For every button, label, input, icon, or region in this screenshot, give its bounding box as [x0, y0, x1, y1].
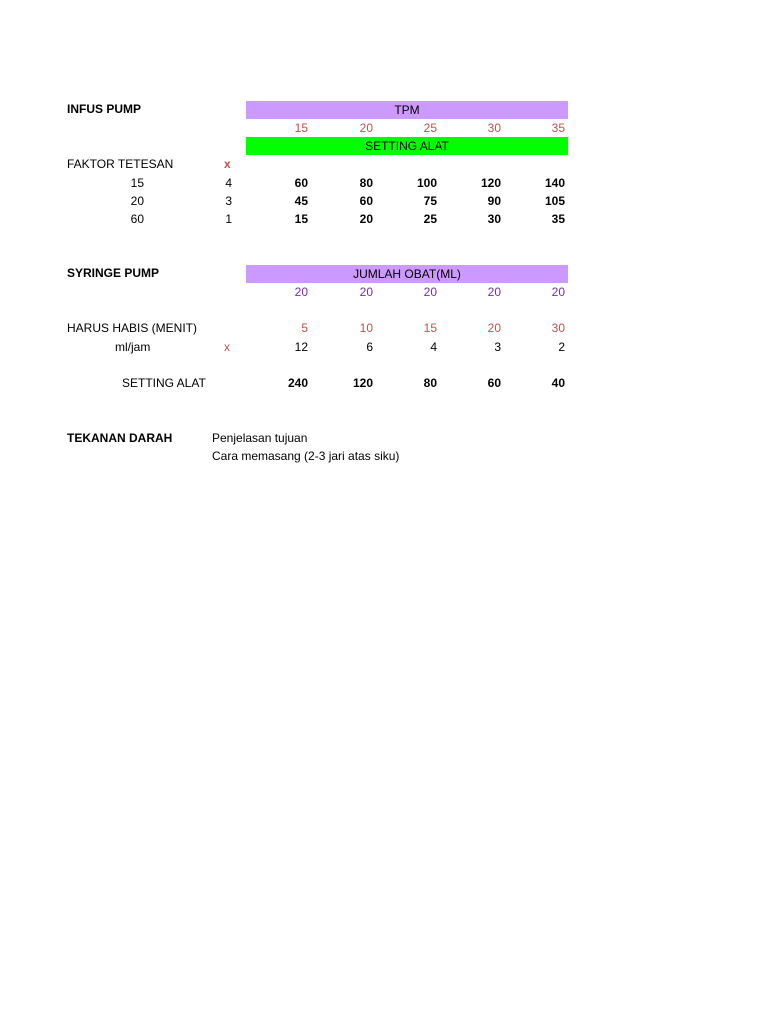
faktor-value: 20 [130, 194, 144, 208]
tekanan-line-1: Penjelasan tujuan [212, 431, 308, 445]
infus-pump-title: INFUS PUMP [67, 102, 142, 116]
habis-value: 10 [359, 321, 373, 335]
setting-value: 140 [544, 176, 565, 190]
habis-value: 20 [487, 321, 501, 335]
jumlah-value: 20 [359, 285, 373, 299]
setting-value: 80 [359, 176, 373, 190]
multiplier-value: 4 [225, 176, 232, 190]
setting-value: 15 [294, 212, 308, 226]
tekanan-line-2: Cara memasang (2-3 jari atas siku) [212, 449, 400, 463]
habis-value: 15 [423, 321, 437, 335]
jumlah-value: 20 [423, 285, 437, 299]
harus-habis-label: HARUS HABIS (MENIT) [67, 321, 198, 335]
jumlah-value: 20 [551, 285, 565, 299]
syringe-setting-value: 60 [487, 376, 501, 390]
ml-jam-label: ml/jam [115, 340, 151, 354]
syringe-setting-value: 120 [352, 376, 373, 390]
syringe-setting-value: 40 [551, 376, 565, 390]
setting-value: 35 [551, 212, 565, 226]
jumlah-value: 20 [294, 285, 308, 299]
faktor-tetesan-label: FAKTOR TETESAN [67, 157, 174, 171]
syringe-setting-value: 240 [287, 376, 308, 390]
setting-value: 45 [294, 194, 308, 208]
mljam-value: 4 [430, 340, 437, 354]
tpm-value: 35 [551, 121, 565, 135]
setting-alat-band: SETTING ALAT [246, 137, 568, 155]
tpm-value: 30 [487, 121, 501, 135]
tpm-header-band: TPM [246, 101, 568, 119]
jumlah-obat-band: JUMLAH OBAT(ML) [246, 265, 568, 283]
setting-value: 105 [544, 194, 565, 208]
habis-value: 5 [301, 321, 308, 335]
mljam-value: 2 [558, 340, 565, 354]
mljam-value: 12 [294, 340, 308, 354]
setting-value: 120 [480, 176, 501, 190]
multiplier-x-mark: x [224, 157, 231, 171]
faktor-value: 60 [130, 212, 144, 226]
mljam-value: 3 [494, 340, 501, 354]
jumlah-value: 20 [487, 285, 501, 299]
syringe-pump-title: SYRINGE PUMP [67, 266, 160, 280]
syringe-setting-alat-label: SETTING ALAT [122, 376, 206, 390]
tekanan-darah-title: TEKANAN DARAH [67, 431, 173, 445]
faktor-value: 15 [130, 176, 144, 190]
setting-value: 20 [359, 212, 373, 226]
multiplier-value: 1 [225, 212, 232, 226]
tpm-value: 15 [294, 121, 308, 135]
tpm-value: 25 [423, 121, 437, 135]
setting-value: 75 [423, 194, 437, 208]
multiplier-value: 3 [225, 194, 232, 208]
multiplier-x-mark: x [224, 340, 230, 354]
habis-value: 30 [551, 321, 565, 335]
setting-value: 25 [423, 212, 437, 226]
setting-value: 30 [487, 212, 501, 226]
setting-value: 100 [416, 176, 437, 190]
setting-value: 60 [359, 194, 373, 208]
mljam-value: 6 [366, 340, 373, 354]
setting-value: 60 [294, 176, 308, 190]
setting-value: 90 [487, 194, 501, 208]
syringe-setting-value: 80 [423, 376, 437, 390]
tpm-value: 20 [359, 121, 373, 135]
